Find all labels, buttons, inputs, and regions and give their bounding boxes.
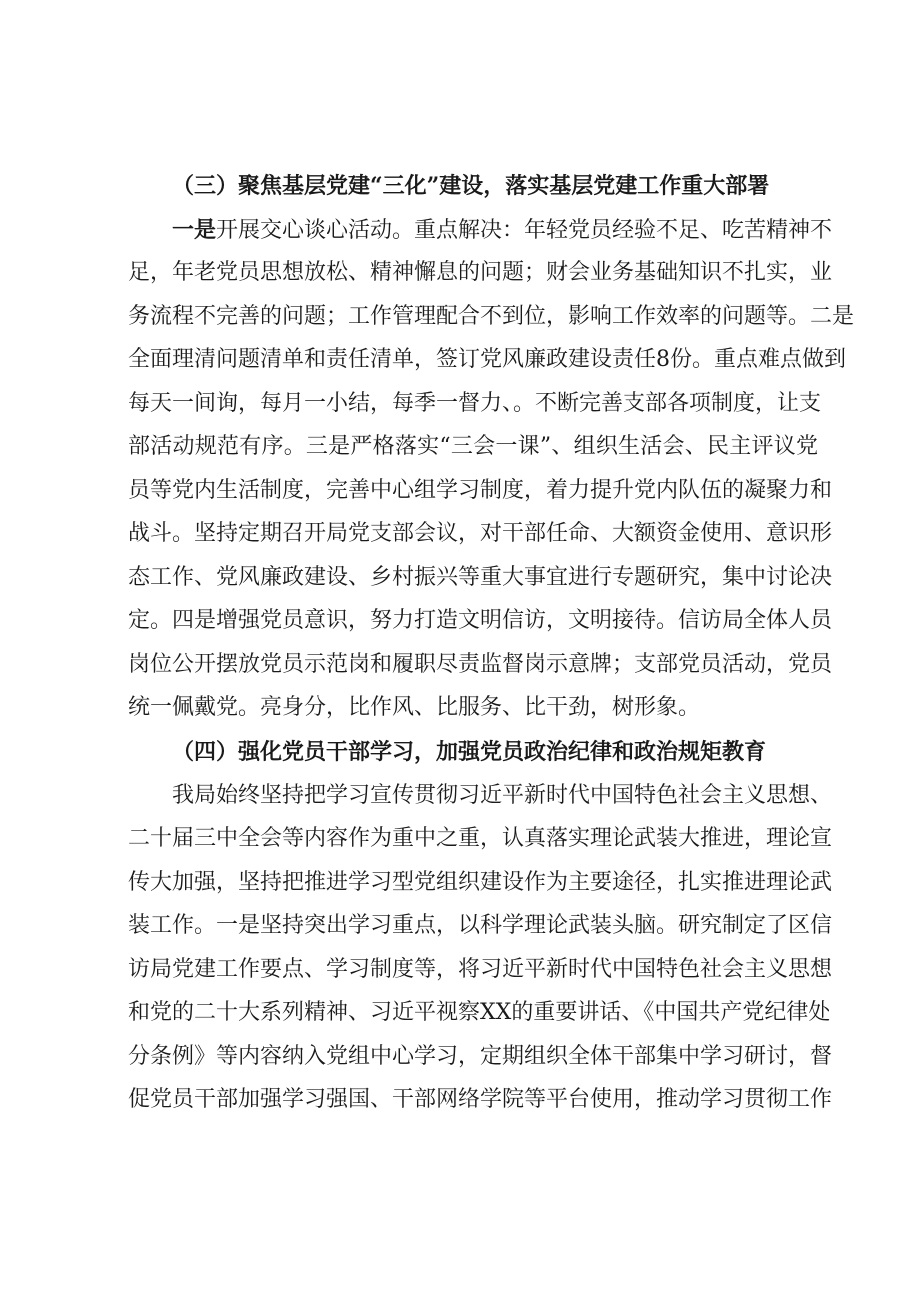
section-3-line-1 [172, 215, 833, 246]
section-3-line-5: 每天一间询，每月一小结，每季一督力、。不断完善支部各项制度，让支 [128, 391, 822, 416]
section-4-line-5: 访局党建工作要点、学习制度等，将习近平新时代中国特色社会主义思想 [128, 957, 833, 982]
section-3-line-9: 态工作、党风廉政建设、乡村振兴等重大事宜进行专题研究，集中讨论决 [128, 565, 833, 590]
section-3-line-11: 岗位公开摆放党员示范岗和履职尽责监督岗示意牌；支部党员活动，党员 [128, 652, 833, 677]
lead-bold-text: 一是 [172, 217, 217, 243]
section-4-line-7: 分条例》等内容纳入党组中心学习，定期组织全体干部集中学习研讨，督 [128, 1044, 833, 1069]
section-4-line-2: 二十届三中全会等内容作为重中之重，认真落实理论武装大推进，理论宣 [128, 826, 833, 851]
section-3-line-4: 全面理清问题清单和责任清单，签订党风廉政建设责任8份。重点难点做到 [128, 347, 846, 372]
section-3-line-3: 务流程不完善的问题；工作管理配合不到位，影响工作效率的问题等。二是 [128, 304, 855, 329]
section-3-line-2: 足，年老党员思想放松、精神懈息的问题；财会业务基础知识不扎实，业 [128, 260, 833, 285]
section-4-line-3: 传大加强，坚持把推进学习型党组织建设作为主要途径，扎实推进理论武 [128, 870, 833, 895]
section-3-line-7: 员等党内生活制度，完善中心组学习制度，着力提升党内队伍的凝聚力和 [128, 478, 833, 503]
section-4-heading: （四）强化党员干部学习，加强党员政治纪律和政治规矩教育 [172, 739, 767, 765]
section-4-line-4: 装工作。一是坚持突出学习重点，以科学理论武装头脑。研究制定了区信 [128, 913, 833, 938]
section-3-line-6: 部活动规范有序。三是严格落实“三会一课”、组织生活会、民主评议党 [128, 434, 818, 459]
section-3-line-10: 定。四是增强党员意识，努力打造文明信访，文明接待。信访局全体人员 [128, 608, 833, 633]
section-4-line-6: 和党的二十大系列精神、习近平视察XX的重要讲话、《中国共产党纪律处 [128, 1000, 831, 1025]
section-3-line-8: 战斗。坚持定期召开局党支部会议，对干部任命、大额资金使用、意识形 [128, 521, 833, 546]
section-4-line-8: 促党员干部加强学习强国、干部网络学院等平台使用，推动学习贯彻工作 [128, 1087, 833, 1112]
section-3-line-1-text: 开展交心谈心活动。重点解决：年轻党员经验不足、吃苦精神不 [216, 218, 833, 243]
section-3-line-12: 统一佩戴党。亮身分，比作风、比服务、比干劲，树形象。 [128, 695, 701, 720]
section-3-heading: （三）聚焦基层党建“三化”建设，落实基层党建工作重大部署 [172, 173, 770, 199]
section-4-line-1: 我局始终坚持把学习宣传贯彻习近平新时代中国特色社会主义思想、 [172, 783, 833, 808]
